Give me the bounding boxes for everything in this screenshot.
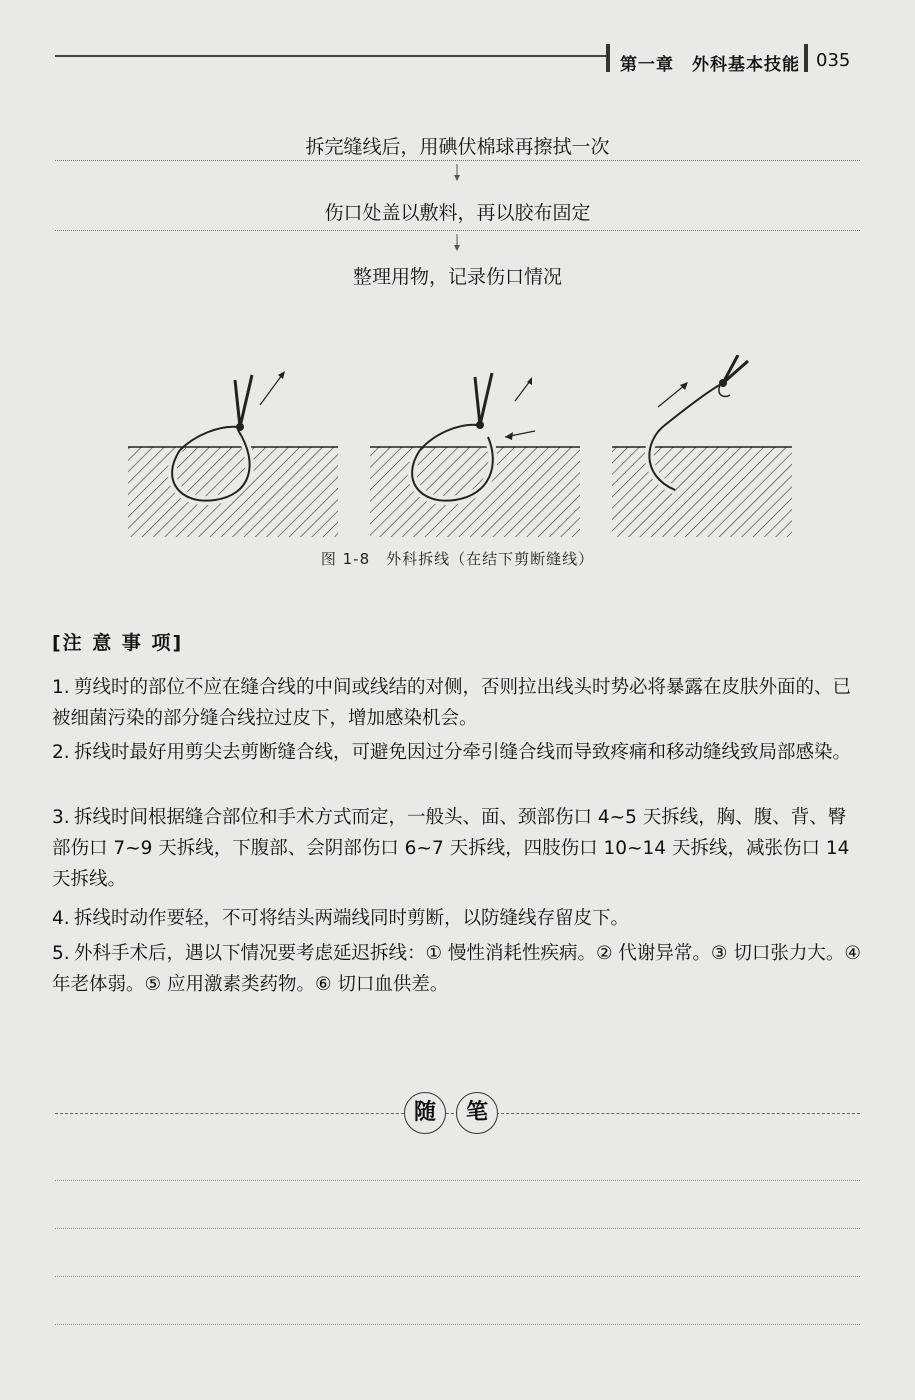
figure-caption: 图 1-8 外科拆线（在结下剪断缝线） [320, 550, 595, 568]
flow-step-3: 整理用物，记录伤口情况 [352, 266, 562, 288]
flow-step-2: 伤口处盖以敷料，再以胶布固定 [324, 202, 591, 224]
memo-label-char: 笔 [456, 1092, 498, 1134]
note-number: 3. [52, 807, 70, 828]
memo-ruled-line [55, 1276, 860, 1277]
header-divider [606, 44, 610, 72]
note-number: 4. [52, 908, 70, 929]
note-text: 拆线时动作要轻，不可将结头两端线同时剪断，以防缝线存留皮下。 [74, 908, 630, 929]
header-rule [55, 55, 610, 57]
memo-ruled-line [55, 1324, 860, 1325]
note-text: 剪线时的部位不应在缝合线的中间或线结的对侧，否则拉出线头时势必将暴露在皮肤外面的、已被细菌污染的部分缝合线拉过皮下，增加感染机会。 [52, 677, 852, 729]
note-text: 拆线时最好用剪尖去剪断缝合线，可避免因过分牵引缝合线而导致疼痛和移动缝线致局部感染。 [74, 742, 852, 763]
flow-separator [55, 230, 860, 231]
memo-ruled-line [55, 1228, 860, 1229]
header-divider [804, 44, 808, 72]
note-item [52, 802, 864, 895]
note-item [52, 903, 864, 934]
panel-2-cut-under-knot [370, 373, 580, 537]
notes-heading: [注 意 事 项] [52, 632, 184, 654]
down-arrow-icon [452, 164, 462, 182]
note-item [52, 938, 864, 1000]
note-number: 5. [52, 943, 70, 964]
note-number: 2. [52, 742, 70, 763]
note-text: 外科手术后，遇以下情况要考虑延迟拆线：① 慢性消耗性疾病。② 代谢异常。③ 切口张力大。④ 年老体弱。⑤ 应用激素类药物。⑥ 切口血供差。 [52, 943, 861, 995]
flow-step-1: 拆完缝线后，用碘伏棉球再擦拭一次 [305, 136, 610, 158]
panel-1-knot-lift [128, 371, 338, 537]
memo-label-char: 随 [404, 1092, 446, 1134]
note-item [52, 737, 864, 768]
memo-ruled-line [55, 1180, 860, 1181]
page-number: 035 [816, 50, 851, 71]
suture-removal-illustration [120, 355, 800, 555]
chapter-title: 第一章 外科基本技能 [620, 55, 800, 75]
panel-3-pull-out-suture [612, 355, 792, 537]
note-text: 拆线时间根据缝合部位和手术方式而定，一般头、面、颈部伤口 4~5 天拆线，胸、腹、背、臀部伤口 7~9 天拆线，下腹部、会阴部伤口 6~7 天拆线，四肢伤口 10~14 天拆线，减张伤口 14 天拆线。 [52, 807, 850, 890]
down-arrow-icon [452, 234, 462, 252]
note-item [52, 672, 864, 734]
note-number: 1. [52, 677, 70, 698]
flow-separator [55, 160, 860, 161]
